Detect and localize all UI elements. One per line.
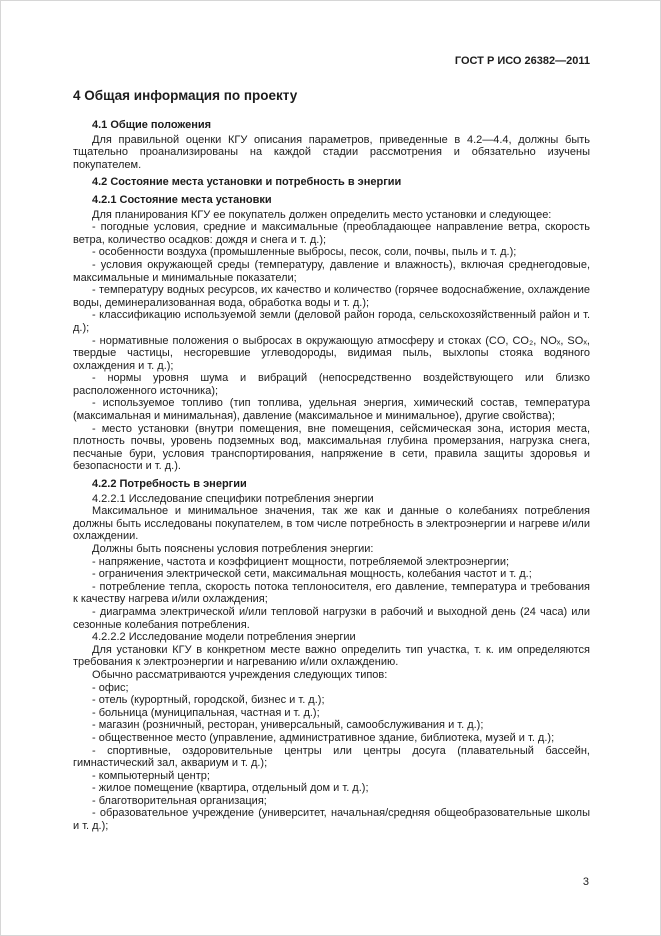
header-standard-code: ГОСТ Р ИСО 26382—2011 xyxy=(454,55,590,67)
paragraph: 4.2.2.1 Исследование специфики потребления энергии xyxy=(92,492,374,505)
paragraph: Должны быть пояснены условия потребления энергии: xyxy=(92,543,374,555)
paragraph: Для установки КГУ в конкретном месте важно определить тип участка, т. к. им определяются требования к электроэнергии и нагреванию и/или охлаждению. xyxy=(73,643,590,669)
list-item: - ограничения электрической сети, максимальная мощность, колебания частот и т. д.; xyxy=(92,568,532,581)
paragraph: Обычно рассматриваются учреждения следующих типов: xyxy=(92,668,388,681)
list-item: - компьютерный центр; xyxy=(92,769,210,782)
list-item: - благотворительная организация; xyxy=(92,794,267,807)
list-item: - общественное место (управление, административное здание, библиотека, музей и т. д.); xyxy=(92,731,555,744)
paragraph: 4.2.2.2 Исследование модели потребления энергии xyxy=(92,631,356,644)
section-heading: 4.2 Состояние места установки и потребность в энергии xyxy=(92,176,402,189)
list-item: - жилое помещение (квартира, отдельный дом и т. д.); xyxy=(92,782,369,795)
section-heading: 4.2.2 Потребность в энергии xyxy=(92,478,247,491)
list-item: - используемое топливо (тип топлива, удельная энергия, химический состав, температура (максимальная и минимальная), давление (максимальное и минимальное), другие свойства); xyxy=(73,397,590,423)
list-item: - офис; xyxy=(92,681,129,694)
section-heading: 4.1 Общие положения xyxy=(92,119,212,131)
chapter-heading: 4 Общая информация по проекту xyxy=(73,88,298,103)
list-item: - образовательное учреждение (университет, начальная/средняя общеобразовательные школы и т. д.); xyxy=(73,807,590,833)
document-content xyxy=(73,88,590,833)
list-item: - нормативные положения о выбросах в окружающую атмосферу и стоках (CO, CO₂, NOₓ, SOₓ, твердые частицы, несгоревшие углеводороды, видимая пыль, выхлопы стояка водяного охлаждения и т. д.); xyxy=(73,334,590,372)
section-heading: 4.2.1 Состояние места установки xyxy=(92,193,272,206)
list-item: - температуру водных ресурсов, их качество и количество (горячее водоснабжение, охлаждение воды, деминерализованная вода, обработка воды и т. д.); xyxy=(73,284,590,309)
list-item: - отель (курортный, городской, бизнес и т. д.); xyxy=(92,694,325,707)
list-item: - напряжение, частота и коэффициент мощности, потребляемой электроэнергии; xyxy=(92,555,510,568)
paragraph: Для правильной оценки КГУ описания параметров, приведенные в 4.2—4.4, должны быть тщательно проанализированы на каждой стадии рассмотрения и обязательно изучены покупателем. xyxy=(73,133,590,171)
list-item: - условия окружающей среды (температуру, давление и влажность), включая среднегодовые, максимальные и минимальные показатели; xyxy=(73,258,590,284)
paragraph: Для планирования КГУ ее покупатель должен определить место установки и следующее: xyxy=(92,208,552,221)
list-item: - особенности воздуха (промышленные выбросы, песок, соли, почвы, пыль и т. д.); xyxy=(92,246,517,259)
list-item: - нормы уровня шума и вибраций (непосредственно воздействующего или близко расположенного источника); xyxy=(73,372,590,397)
list-item: - погодные условия, средние и максимальные (преобладающее направление ветра, скорость ветра, количество осадков: дождя и снега и т. д.); xyxy=(73,221,590,246)
page-number: 3 xyxy=(582,876,589,888)
list-item: - место установки (внутри помещения, вне помещения, сейсмическая зона, история места, плотность почвы, уровень подземных вод, максимальная глубина промерзания, нагрузка снега, песчаные бури, условия транспортирования, напряжение в сети, правила защиты здоровья и безопасности и т. д.). xyxy=(73,422,590,473)
list-item: - классификацию используемой земли (деловой район города, сельскохозяйственный район и т. д.); xyxy=(73,309,590,334)
paragraph: Максимальное и минимальное значения, так же как и данные о колебаниях потребления должны быть исследованы покупателем, в том числе потребность в электроэнергии и нагреве и/или охлаждении. xyxy=(73,505,590,543)
list-item: - диаграмма электрической и/или тепловой нагрузки в рабочий и выходной день (24 часа) или сезонные колебания потребления. xyxy=(73,605,590,631)
list-item: - магазин (розничный, ресторан, универсальный, самообслуживания и т. д.); xyxy=(92,719,484,732)
list-item: - потребление тепла, скорость потока теплоносителя, его давление, температура и требования к качеству нагрева и/или охлаждения; xyxy=(73,580,590,606)
list-item: - спортивные, оздоровительные центры или центры досуга (плавательный бассейн, гимнастический зал, аквариум и т. д.); xyxy=(73,744,590,770)
list-item: - больница (муниципальная, частная и т. д.); xyxy=(92,706,320,719)
